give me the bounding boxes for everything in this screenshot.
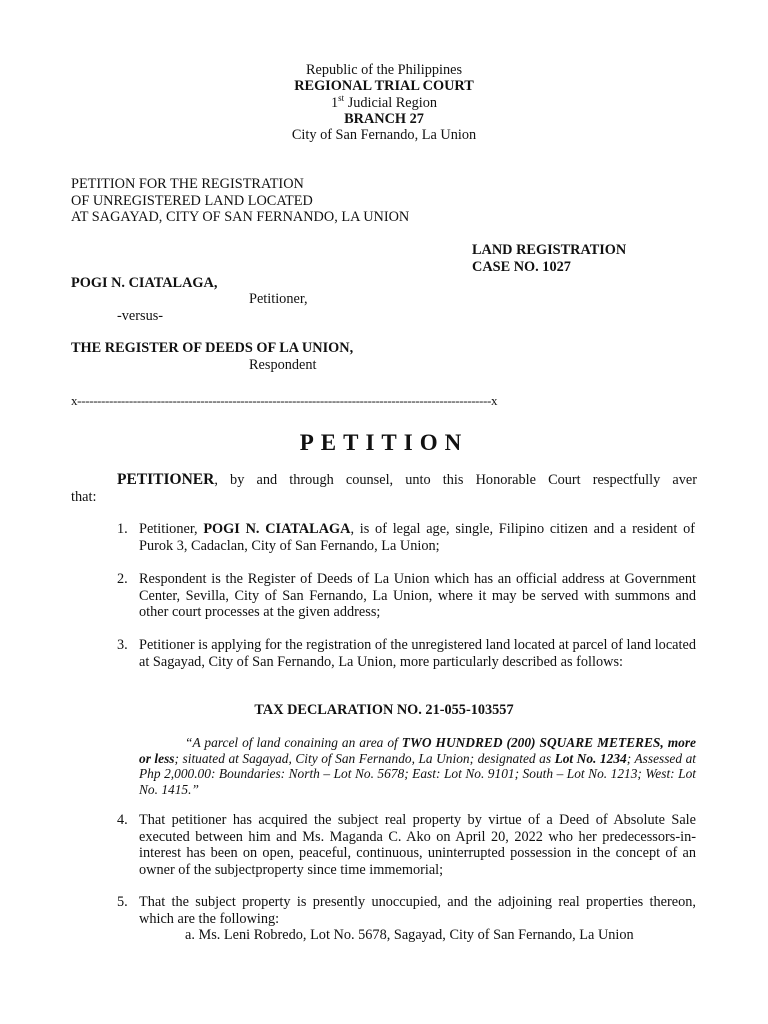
item-2-text: Respondent is the Register of Deeds of La Union which has an official address at Government Center, Sevilla, City of San Fernando, La Union, where it may be served with summons and other court processes at the given address;	[139, 571, 696, 621]
item-3-text: Petitioner is applying for the registration of the unregistered land located at parcel of land located at Sagayad, City of San Fernando, La Union, more particularly described as follows:	[139, 637, 696, 670]
item-1-number: 1.	[117, 521, 128, 537]
case-label: LAND REGISTRATION	[472, 242, 627, 258]
tax-declaration-heading: TAX DECLARATION NO. 21-055-103557	[254, 702, 514, 718]
document-title: PETITION	[299, 430, 469, 455]
item-2-number: 2.	[117, 571, 128, 587]
caption-line-2: OF UNREGISTERED LAND LOCATED	[71, 193, 313, 209]
caption-divider: x--------------------------------------------------------------------------------------------------------x	[71, 393, 498, 408]
item-5-text: That the subject property is presently unoccupied, and the adjoining real properties thereon, which are the following:	[139, 894, 696, 927]
header-republic: Republic of the Philippines	[305, 62, 463, 78]
item-4-number: 4.	[117, 812, 128, 828]
versus-label: -versus-	[117, 308, 164, 324]
respondent-role: Respondent	[249, 357, 317, 373]
caption-line-1: PETITION FOR THE REGISTRATION	[71, 176, 304, 192]
item-5-number: 5.	[117, 894, 128, 910]
tax-declaration-quote: “A parcel of land conaining an area of TWO HUNDRED (200) SQUARE METERES, more or less; situated at Sagayad, City of San Fernando, La Union; designated as Lot No. 1234; Assessed at Php 2,000.00: Boundaries: North – Lot No. 5678; East: Lot No. 9101; South – Lot No. 1213; West: Lot No. 1415.”	[139, 735, 697, 797]
item-1-text: Petitioner, POGI N. CIATALAGA, is of legal age, single, Filipino citizen and a resident of Purok 3, Cadaclan, City of San Fernando, La Union;	[139, 521, 695, 554]
header-city: City of San Fernando, La Union	[291, 127, 477, 143]
respondent-name: THE REGISTER OF DEEDS OF LA UNION,	[71, 340, 354, 356]
case-number: CASE NO. 1027	[472, 259, 571, 275]
item-4-text: That petitioner has acquired the subject real property by virtue of a Deed of Absolute Sale executed between him and Ms. Maganda C. Ako on April 20, 2022 who her predecessors-in-interest has been on open, peaceful, continuous, uninterrupted possession in the concept of an owner of the subjectproperty since time immemorial;	[139, 812, 696, 878]
item-5-subitem-a: a. Ms. Leni Robredo, Lot No. 5678, Sagayad, City of San Fernando, La Union	[185, 927, 634, 943]
header-region: 1st Judicial Region	[330, 93, 438, 111]
header-court: REGIONAL TRIAL COURT	[294, 78, 474, 94]
intro-line-2: that:	[71, 489, 97, 505]
item-3-number: 3.	[117, 637, 128, 653]
header-branch: BRANCH 27	[344, 111, 424, 127]
caption-line-3: AT SAGAYAD, CITY OF SAN FERNANDO, LA UNION	[71, 209, 410, 225]
petitioner-name: POGI N. CIATALAGA,	[71, 275, 218, 291]
intro-line-1: PETITIONER, by and through counsel, unto this Honorable Court respectfully aver	[117, 471, 697, 488]
petitioner-role: Petitioner,	[249, 291, 308, 307]
